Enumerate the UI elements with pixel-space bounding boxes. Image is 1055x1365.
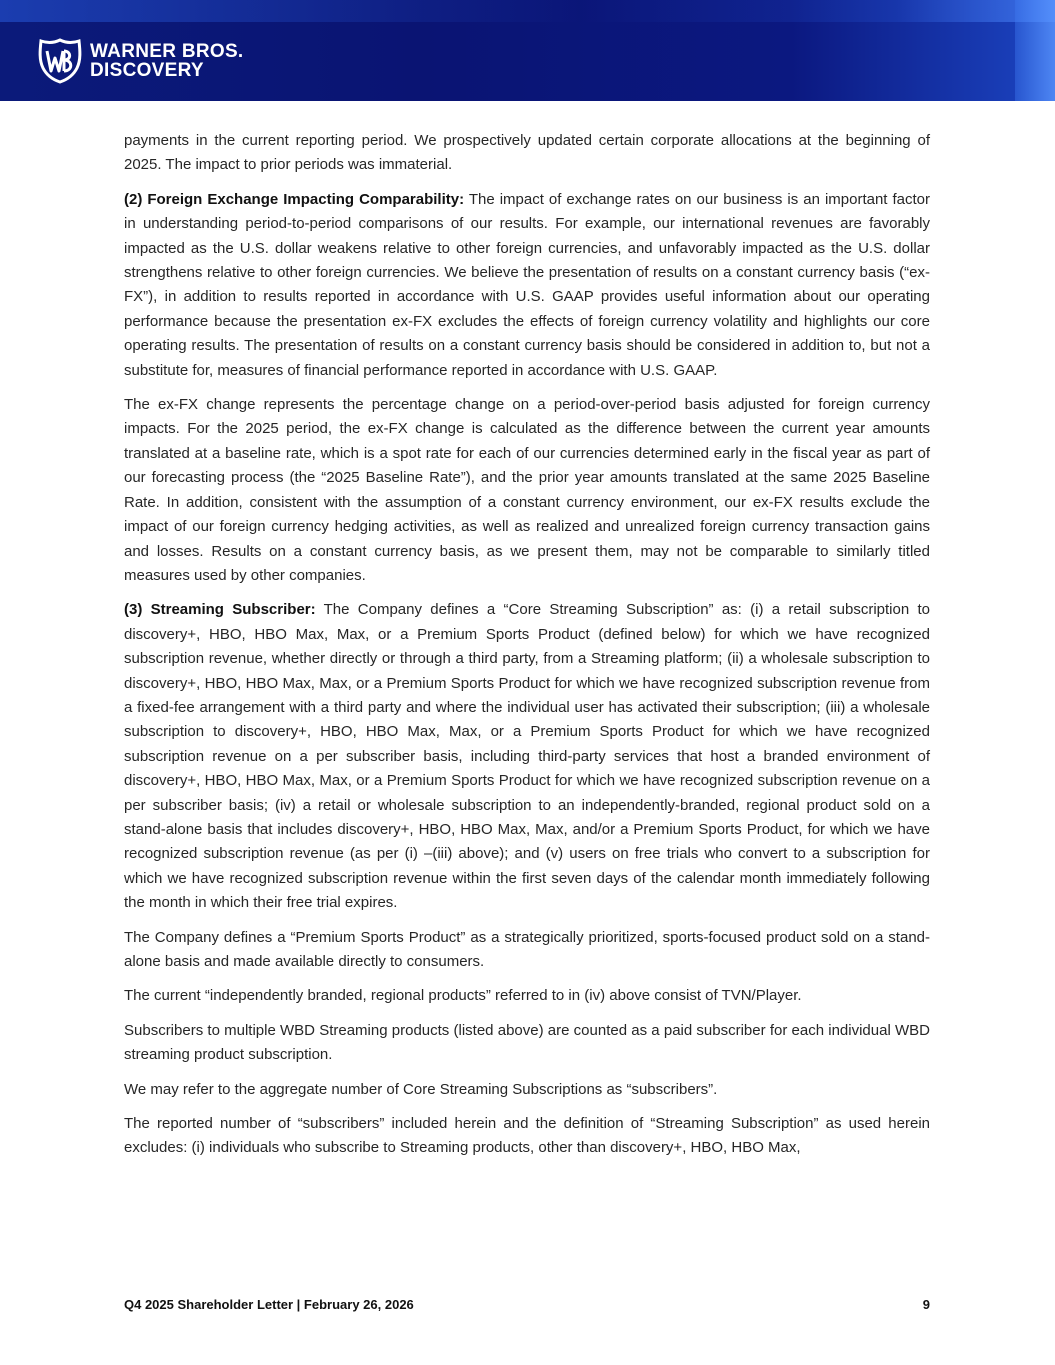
page-number: 9: [922, 1297, 930, 1312]
paragraph-ex-fx-change: The ex-FX change represents the percentage change on a period-over-period basis adjusted for foreign currency impacts. For the 2025 period, the ex-FX change is calculated as the difference between the current year amounts translated at a baseline rate, which is a spot rate for each of our currencies determined early in the fiscal year as part of our forecasting process (the “2025 Baseline Rate”), and the prior year amounts translated at the same 2025 Baseline Rate. In addition, consistent with the assumption of a constant currency environment, our ex-FX results exclude the impact of our foreign currency hedging activities, as well as realized and unrealized foreign currency transaction gains and losses. Results on a constant currency basis, as we present them, may not be comparable to similarly titled measures used by other companies.: [124, 396, 930, 584]
brand-line-2: DISCOVERY: [90, 60, 204, 81]
paragraph-exclusions: The reported number of “subscribers” included herein and the definition of “Streaming Subscription” as used herein excludes: (i) individuals who subscribe to Streaming products, other than discovery+, HBO, HBO Max,: [124, 1115, 930, 1157]
brand-line-1: WARNER BROS.: [90, 41, 244, 62]
paragraph-regional-products: The current “independently branded, regional products” referred to in (iv) above consist of TVN/Player.: [124, 987, 802, 1005]
section-label-foreign-exchange: (2) Foreign Exchange Impacting Comparability:: [124, 190, 465, 208]
paragraph-subscribers-term: We may refer to the aggregate number of Core Streaming Subscriptions as “subscribers”.: [124, 1080, 718, 1098]
paragraph-text: The impact of exchange rates on our business is an important factor in understanding period-to-period comparisons of our results. For example, our international revenues are favorably impacted as the U.S. dollar weakens relative to other foreign currencies, and unfavorably impacted as the U.S. dollar strengthens relative to other foreign currencies. We believe the presentation of results on a constant currency basis (“ex-FX”), in addition to results reported in accordance with U.S. GAAP provides useful information about our operating performance because the presentation ex-FX excludes the effects of foreign currency volatility and highlights our core operating results. The presentation of results on a constant currency basis should be considered in addition to, but not a substitute for, measures of financial performance reported in accordance with U.S. GAAP.: [124, 190, 930, 379]
paragraph-streaming-subscriber: [124, 598, 930, 915]
paragraph-text: The Company defines a “Core Streaming Subscription” as: (i) a retail subscription to discovery+, HBO, HBO Max, Max, or a Premium Sports Product (defined below) for which we have recognized subscription revenue, whether directly or through a third party, from a Streaming platform; (ii) a wholesale subscription to discovery+, HBO, HBO Max, Max, or a Premium Sports Product for which we have recognized subscription revenue from a fixed-fee arrangement with a third party and where the individual user has activated their subscription; (iii) a wholesale subscription to discovery+, HBO, HBO Max, Max, or a Premium Sports Product for which we have recognized subscription revenue on a per subscriber basis, including third-party services that host a branded environment of discovery+, HBO, HBO Max, Max, or a Premium Sports Product for which we have recognized subscription revenue on a per subscriber basis; (iv) a retail or wholesale subscription to an independently-branded, regional product sold on a stand-alone basis that includes discovery+, HBO, HBO Max, Max, and/or a Premium Sports Product, for which we have recognized subscription revenue (as per (i) –(iii) above); and (v) users on free trials who convert to a subscription for which we have recognized subscription revenue within the first seven days of the calendar month immediately following the month in which their free trial expires.: [124, 601, 930, 912]
paragraph-premium-sports: The Company defines a “Premium Sports Product” as a strategically prioritized, sports-focused product sold on a stand-alone basis and made available directly to consumers.: [124, 928, 930, 970]
section-label-streaming-subscriber: (3) Streaming Subscriber:: [124, 601, 316, 619]
header-gradient-band: [0, 0, 1055, 22]
page-footer: [124, 1297, 930, 1312]
page-header: [0, 0, 1055, 101]
paragraph-foreign-exchange: [124, 188, 930, 383]
footer-title: Q4 2025 Shareholder Letter | February 26, 2026: [124, 1297, 414, 1312]
brand-wordmark: [90, 42, 244, 80]
paragraph-multiple-products: Subscribers to multiple WBD Streaming products (listed above) are counted as a paid subscriber for each individual WBD streaming product subscription.: [124, 1021, 930, 1064]
letter-body: [124, 129, 930, 1171]
header-edge-band: [1015, 0, 1055, 101]
brand-logo: [38, 38, 244, 84]
wb-shield-icon: [38, 38, 82, 84]
paragraph-allocations: payments in the current reporting period. We prospectively updated certain corporate allocations at the beginning of 2025. The impact to prior periods was immaterial.: [124, 132, 930, 174]
